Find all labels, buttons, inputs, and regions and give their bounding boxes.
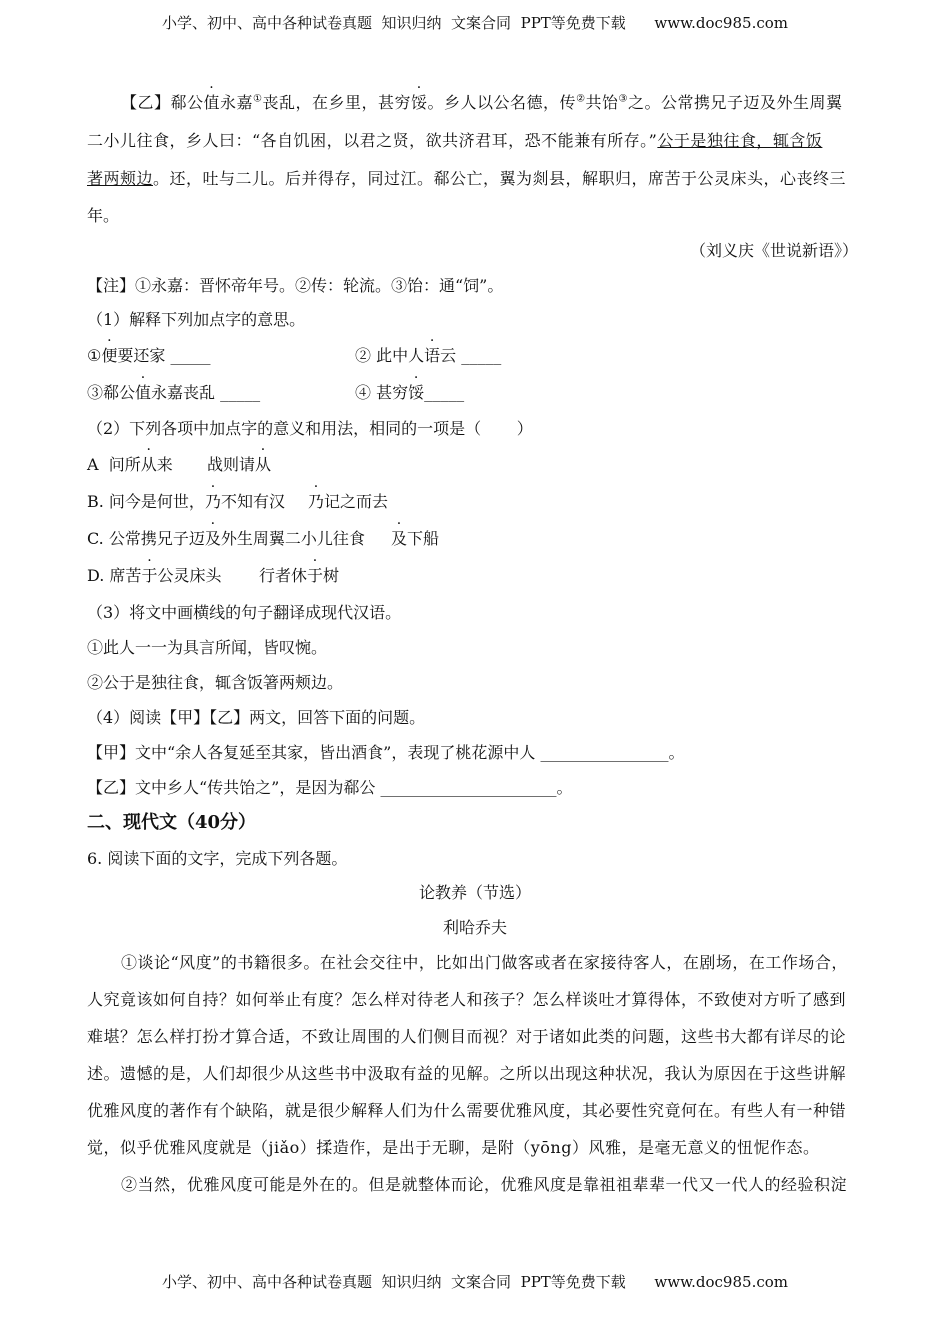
article-paragraph-line: 优雅风度的著作有个缺陷，就是很少解释人们为什么需要优雅风度，其必要性究竟何在。有些人有一种错 <box>87 1101 847 1120</box>
question-2-option-b-pair: 乃记之而去 <box>308 492 389 511</box>
article-paragraph-line: ①谈论“风度”的书籍很多。在社会交往中，比如出门做客或者在家接待客人，在剧场，在工作场合， <box>121 953 848 972</box>
article-paragraph-line: 述。遗憾的是，人们却很少从这些书中汲取有益的见解。之所以出现这种状况，我认为原因在于这些讲解 <box>87 1064 847 1083</box>
article-paragraph-line: 觉，似乎优雅风度就是（jiǎo）揉造作，是出于无聊，是附（yōng）风雅，是毫无意义的忸怩作态。 <box>87 1138 820 1157</box>
passage-line: 【乙】郗公值永嘉①丧乱，在乡里，甚穷馁。乡人以公名德，传②共饴③之。公常携兄子迈及外生周翼 <box>121 93 843 112</box>
question-6-stem: 6. 阅读下面的文字，完成下列各题。 <box>87 849 348 868</box>
article-paragraph-line: ②当然，优雅风度可能是外在的。但是就整体而论，优雅风度是靠祖祖辈辈一代又一代人的经验积淀 <box>121 1175 848 1194</box>
article-author: 利哈乔夫 <box>442 918 507 937</box>
passage-line: 二小儿往食，乡人曰：“各自饥困，以君之贤，欲共济君耳，恐不能兼有所存。”公于是独往食，辄含饭 <box>87 131 823 150</box>
question-3-sentence-2: ②公于是独往食，辄含饭箸两颊边。 <box>87 673 344 692</box>
passage-source: （刘义庆《世说新语》） <box>689 241 858 260</box>
question-1-item-d: ④ 甚穷馁_____ <box>355 383 465 402</box>
question-2-stem: （2）下列各项中加点字的意义和用法，相同的一项是（ ） <box>87 419 533 438</box>
question-4-item-1: 【甲】文中“余人各复延至其家，皆出酒食”，表现了桃花源中人 ________________。 <box>87 743 685 762</box>
question-3-sentence-1: ①此人一一为具言所闻，皆叹惋。 <box>87 638 328 657</box>
question-2-option-d-pair: 行者休于树 <box>259 566 340 585</box>
question-2-option-a-pair: 战则请从 <box>207 455 272 474</box>
question-2-option-b: B. 问今是何世，乃不知有汉 <box>87 492 285 511</box>
question-1-item-c: ③郗公值永嘉丧乱 _____ <box>87 383 261 402</box>
question-2-option-d: D. 席苦于公灵床头 <box>87 566 222 585</box>
question-2-option-c: C. 公常携兄子迈及外生周翼二小儿往食 <box>87 529 365 548</box>
question-1-item-b: ② 此中人语云 _____ <box>355 346 502 365</box>
question-1-stem: （1）解释下列加点字的意思。 <box>87 310 306 329</box>
page-header: 小学、初中、高中各种试卷真题 知识归纳 文案合同 PPT等免费下载 www.doc985.com <box>161 14 788 32</box>
note: 【注】①永嘉：晋怀帝年号。②传：轮流。③饴：通“饲”。 <box>87 276 504 295</box>
article-title: 论教养（节选） <box>418 883 531 902</box>
passage-line: 年。 <box>87 206 120 225</box>
question-2-option-a: A 问所从来 <box>87 455 173 474</box>
page-footer: 小学、初中、高中各种试卷真题 知识归纳 文案合同 PPT等免费下载 www.doc985.com <box>161 1273 788 1291</box>
underlined-sentence: 著两颊边 <box>87 169 154 188</box>
question-4-item-2: 【乙】文中乡人“传共饴之”，是因为郗公 ______________________。 <box>87 778 573 797</box>
question-4-stem: （4）阅读【甲】【乙】两文，回答下面的问题。 <box>87 708 426 727</box>
question-1-item-a: ①便要还家 _____ <box>87 346 211 365</box>
passage-line: 著两颊边。还，吐与二儿。后并得存，同过江。郗公亡，翼为剡县，解职归，席苦于公灵床头，心丧终三 <box>87 169 847 188</box>
section-heading: 二、现代文（40分） <box>87 812 257 833</box>
article-paragraph-line: 人究竟该如何自持？如何举止有度？怎么样对待老人和孩子？怎么样谈吐才算得体，不致使对方听了感到 <box>87 990 847 1009</box>
article-paragraph-line: 难堪？怎么样打扮才算合适，不致让周围的人们侧目而视？对于诸如此类的问题，这些书大都有详尽的论 <box>87 1027 847 1046</box>
question-3-stem: （3）将文中画横线的句子翻译成现代汉语。 <box>87 603 402 622</box>
question-2-option-c-pair: 及下船 <box>391 529 440 548</box>
underlined-sentence: 公于是独往食，辄含饭 <box>657 131 823 150</box>
